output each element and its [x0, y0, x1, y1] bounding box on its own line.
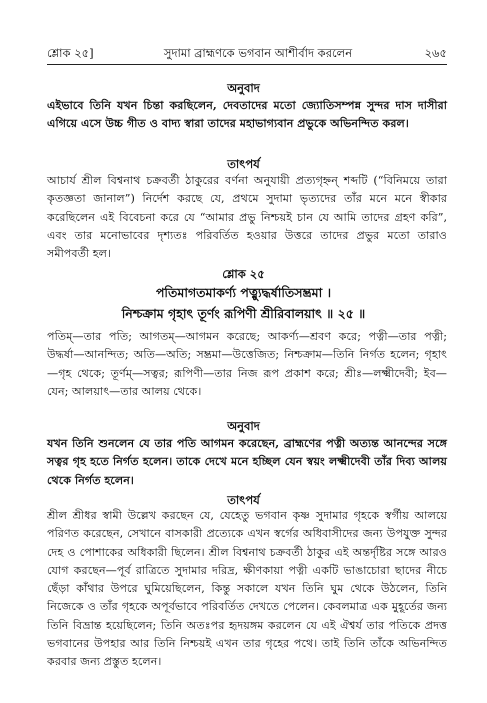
translation-text: এইভাবে তিনি যখন চিন্তা করছিলেন, দেবতাদের মতো জ্যোতিসম্পন্ন সুন্দর দাস দাসীরা এগিয়ে এসে উচ্চ গীত ও বাদ্য স্বারা তাদের মহাভাগ্যবান প্রভুকে অভিনন্দিত করল। — [47, 98, 447, 131]
purport-heading-2: তাৎপর্য — [227, 493, 260, 507]
purport-text-2: শ্রীল শ্রীধর স্বামী উল্লেখ করছেন যে, যেহেতু ভগবান কৃষ্ণ সুদামার গৃহকে স্বর্গীয় আলয়ে পরিণত করেছেন, সেখানে বাসকারী প্রত্যেকে এখন স্বর্গের অধিবাসীদের জন্য উপযুক্ত সুন্দর দেহ ও পোশাকের অধিকারী ছিলেন। শ্রীল বিশ্বনাথ চক্রবর্তী ঠাকুর এই অন্তর্দৃষ্টির সঙ্গে আরও যোগ করছেন—পূর্ব রাত্রিতে সুদামার দরিদ্র, ক্ষীণকায়া পত্নী একটি ভাঙাচোরা ছাদের নীচে ছেঁড়া কাঁথার উপরে ঘুমিয়েছিলেন, কিন্তু সকালে যখন তিনি ঘুম থেকে উঠলেন, তিনি নিজেকে ও তাঁর গৃহকে অপূর্বভাবে পরিবর্তিত দেখতে পেলেন। কেবলমাত্র এক মুহূর্তের জন্য তিনি বিভ্রান্ত হয়েছিলেন; তিনি অতঃপর হৃদয়ঙ্গম করলেন যে এই ঐশ্বর্য তার পতিকে প্রদত্ত ভগবানের উপহার আর তিনি নিশ্চয়ই এখন তার গৃহের পথে। তাই তিনি তাঁকে অভিনন্দিত করবার জন্য প্রস্তুত হলেন। — [47, 509, 447, 669]
verse-reference: শ্লোক ২৫] — [47, 45, 94, 60]
purport-text: আচার্য শ্রীল বিশ্বনাথ চক্রবর্তী ঠাকুরের বর্ণনা অনুযায়ী প্রত্যগৃহ্নন্ শব্দটি (“বিনিময়ে তারা কৃতজ্ঞতা জানাল”) নির্দেশ করছে যে, প্রথমে সুদামা ভৃত্যদের তাঁর মনে মনে স্বীকার করেছিলেন এই বিবেচনা করে যে “আমার প্রভু নিশ্চয়ই চান যে আমি তাদের গ্রহণ করি”, এবং তার মনোভাবের দৃশ্যতঃ পরিবর্তিত হওয়ার উত্তরে তাদের প্রভুর মতো তারাও সমীপবর্তী হল। — [47, 174, 447, 261]
sanskrit-verse — [0, 282, 487, 324]
translation-heading: অনুবাদ — [227, 81, 260, 95]
verse-line-1: পতিমাগতমাকর্ণ্য পত্ন্যুদ্ধর্ষাতিসম্ভ্রমা । — [155, 285, 332, 300]
translation-text-2: যখন তিনি শুনলেন যে তার পতি আগমন করেছেন, ব্রাহ্মণের পত্নী অত্যন্ত আনন্দের সঙ্গে সত্বর গৃহ হতে নির্গত হলেন। তাকে দেখে মনে হচ্ছিল যেন স্বয়ং লক্ষ্মীদেবী তাঁর দিব্য আলয় থেকে নির্গত হলেন। — [47, 436, 447, 487]
translation-heading-2: অনুবাদ — [227, 419, 260, 433]
page-header — [47, 44, 447, 65]
verse-heading: শ্লোক ২৫ — [222, 267, 265, 281]
purport-heading: তাৎপর্য — [227, 157, 260, 171]
running-title: সুদামা ব্রাহ্মণকে ভগবান আশীর্বাদ করলেন — [163, 45, 353, 60]
verse-line-2: নিশ্চক্রাম গৃহাৎ তূর্ণং রূপিণী শ্রীরিবালয়াৎ ॥ ২৫ ॥ — [121, 306, 366, 321]
page-number: ২৬৫ — [424, 45, 447, 60]
synonyms-text: পতিম্‌—তার পতি; আগতম্‌—আগমন করেছে; আকর্ণ্য—শ্রবণ করে; পত্নী—তার পত্নী; উদ্ধর্ষা—আনন্দিত; অতি—অতি; সম্ভ্রমা—উত্তেজিত; নিশ্চক্রাম—তিনি নির্গত হলেন; গৃহাৎ—গৃহ থেকে; তূর্ণম্‌—সত্বর; রূপিণী—তার নিজ রূপ প্রকাশ করে; শ্রীঃ—লক্ষ্মীদেবী; ইব—যেন; আলয়াৎ—তার আলয় থেকে। — [47, 330, 447, 398]
